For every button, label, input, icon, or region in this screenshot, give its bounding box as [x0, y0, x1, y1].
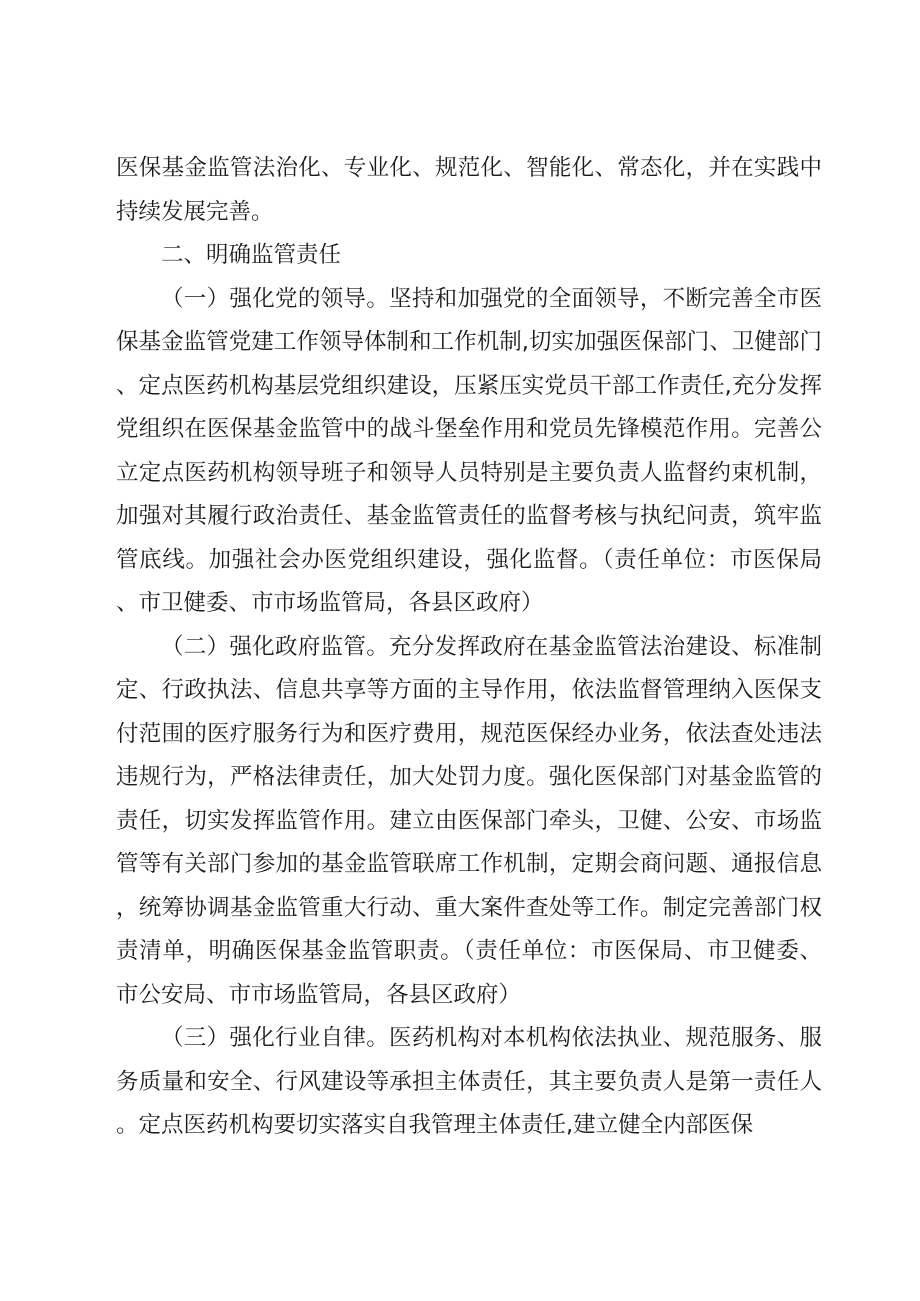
paragraph-government-supervision: （二）强化政府监管。充分发挥政府在基金监管法治建设、标准制定、行政执法、信息共享等方面的主导作用，依法监督管理纳入医保支付范围的医疗服务行为和医疗费用，规范医保经办业务，依法查处违法违规行为，严格法律责任，加大处罚力度。强化医保部门对基金监管的责任，切实发挥监管作用。建立由医保部门牵头，卫健、公安、市场监管等有关部门参加的基金监管联席工作机制，定期会商问题、通报信息，统筹协调基金监管重大行动、重大案件查处等工作。制定完善部门权责清单，明确医保基金监管职责。（责任单位：市医保局、市卫健委、市公安局、市市场监管局，各县区政府）: [116, 633, 822, 1008]
paragraph-party-leadership: （一）强化党的领导。坚持和加强党的全面领导，不断完善全市医保基金监管党建工作领导体制和工作机制,切实加强医保部门、卫健部门、定点医药机构基层党组织建设，压紧压实党员干部工作责任,充分发挥党组织在医保基金监管中的战斗堡垒作用和党员先锋模范作用。完善公立定点医药机构领导班子和领导人员特别是主要负责人监督约束机制，加强对其履行政治责任、基金监管责任的监督考核与执纪问责，筑牢监管底线。加强社会办医党组织建设，强化监督。（责任单位：市医保局、市卫健委、市市场监管局，各县区政府）: [116, 285, 822, 616]
paragraph-industry-self-discipline: （三）强化行业自律。医药机构对本机构依法执业、规范服务、服务质量和安全、行风建设等承担主体责任，其主要负责人是第一责任人。定点医药机构要切实落实自我管理主体责任,建立健全内部医保: [116, 1025, 822, 1138]
section-heading: 二、明确监管责任: [161, 242, 342, 268]
document-body: [116, 147, 822, 1148]
continuation-paragraph: 医保基金监管法治化、专业化、规范化、智能化、常态化，并在实践中持续发展完善。: [116, 155, 822, 225]
